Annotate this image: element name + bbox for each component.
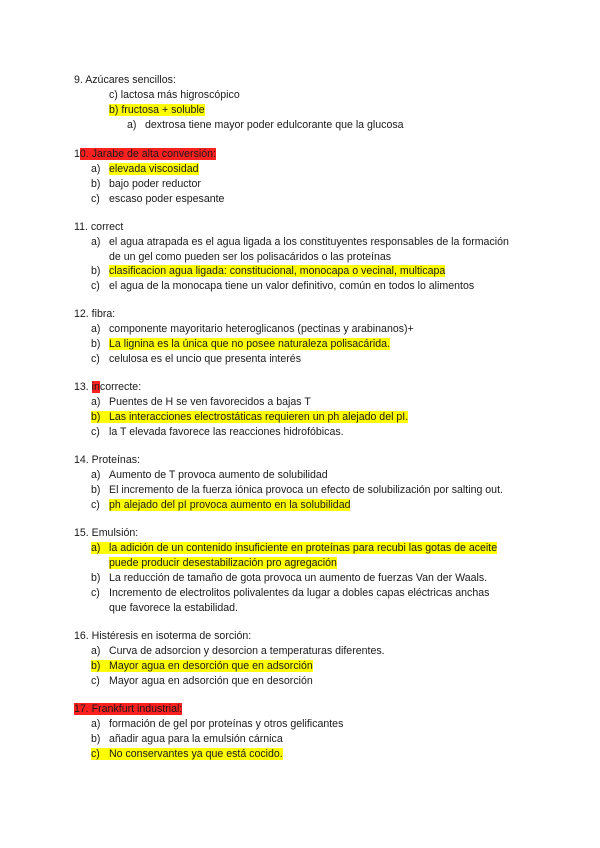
q12-title: 12. fibra:: [74, 308, 116, 320]
q16-title: 16. Histéresis en isoterma de sorción:: [74, 630, 252, 642]
q11-title: 11. correct: [74, 221, 124, 233]
q13-option-b: b) Las interacciones electrostáticas requieren un ph alejado del pI.: [91, 411, 409, 423]
q15-option-c: c) Incremento de electrolitos polivalentes da lugar a dobles capas eléctricas anchas: [91, 587, 490, 599]
q14-option-b: b) El incremento de la fuerza iónica provoca un efecto de solubilización por salting out.: [91, 484, 503, 496]
q9-sub-option-a: a) dextrosa tiene mayor poder edulcorante que la glucosa: [127, 119, 404, 131]
q15-option-a: a) la adición de un contenido insuficiente en proteínas para recubi las gotas de aceite: [91, 542, 498, 554]
q15-option-b: b) La reducción de tamaño de gota provoca un aumento de fuerzas Van der Waals.: [91, 572, 488, 584]
q11-option-a: a) el agua atrapada es el agua ligada a los constituyentes responsables de la formación: [91, 236, 509, 248]
q14-option-c: c) ph alejado del pI provoca aumento en la solubilidad: [91, 499, 351, 511]
q15-option-c-continuation: que favorece la estabilidad.: [109, 602, 238, 614]
q12-option-a: a) componente mayoritario heteroglicanos (pectinas y arabinanos)+: [91, 323, 414, 335]
q17-option-b: b) añadir agua para la emulsión cárnica: [91, 733, 283, 745]
q9-option-c: c) lactosa más higroscópico: [109, 89, 240, 101]
q12-option-b: b) La lignina es la única que no posee naturaleza polisacárida.: [91, 338, 390, 350]
q11-option-a-continuation: de un gel como pueden ser los polisacáridos o las proteínas: [109, 251, 392, 263]
q15-option-a-continuation: puede producir desestabilización pro agregación: [109, 557, 337, 569]
q9-title: 9. Azúcares sencillos:: [74, 74, 176, 86]
q17-title: 17. Frankfurt industrial:: [74, 703, 183, 715]
q14-option-a: a) Aumento de T provoca aumento de solubilidad: [91, 469, 328, 481]
q10-option-b: b) bajo poder reductor: [91, 178, 201, 190]
q17-option-a: a) formación de gel por proteínas y otros gelificantes: [91, 718, 344, 730]
q13-option-c: c) la T elevada favorece las reacciones hidrofóbicas.: [91, 426, 344, 438]
q10-option-c: c) escaso poder espesante: [91, 193, 225, 205]
q16-option-a: a) Curva de adsorcion y desorcion a temperaturas diferentes.: [91, 645, 385, 657]
q11-option-b: b) clasificacion agua ligada: constitucional, monocapa o vecinal, multicapa: [91, 265, 446, 277]
q13-option-a: a) Puentes de H se ven favorecidos a bajas T: [91, 396, 311, 408]
q10-option-a: a) elevada viscosidad: [91, 163, 199, 175]
q11-option-c: c) el agua de la monocapa tiene un valor definitivo, común en todos lo alimentos: [91, 280, 475, 292]
q17-option-c: c) No conservantes ya que está cocido.: [91, 748, 283, 760]
q14-title: 14. Proteínas:: [74, 454, 140, 466]
q9-option-b: b) fructosa + soluble: [109, 104, 205, 116]
q10-title: 10. Jarabe de alta conversión:: [74, 148, 216, 160]
q12-option-c: c) celulosa es el uncio que presenta interés: [91, 353, 301, 365]
q16-option-b: b) Mayor agua en desorción que en adsorción: [91, 660, 313, 672]
q15-title: 15. Emulsión:: [74, 527, 139, 539]
q16-option-c: c) Mayor agua en adsorción que en desorción: [91, 675, 313, 687]
q13-title: 13. incorrecte:: [74, 381, 142, 393]
